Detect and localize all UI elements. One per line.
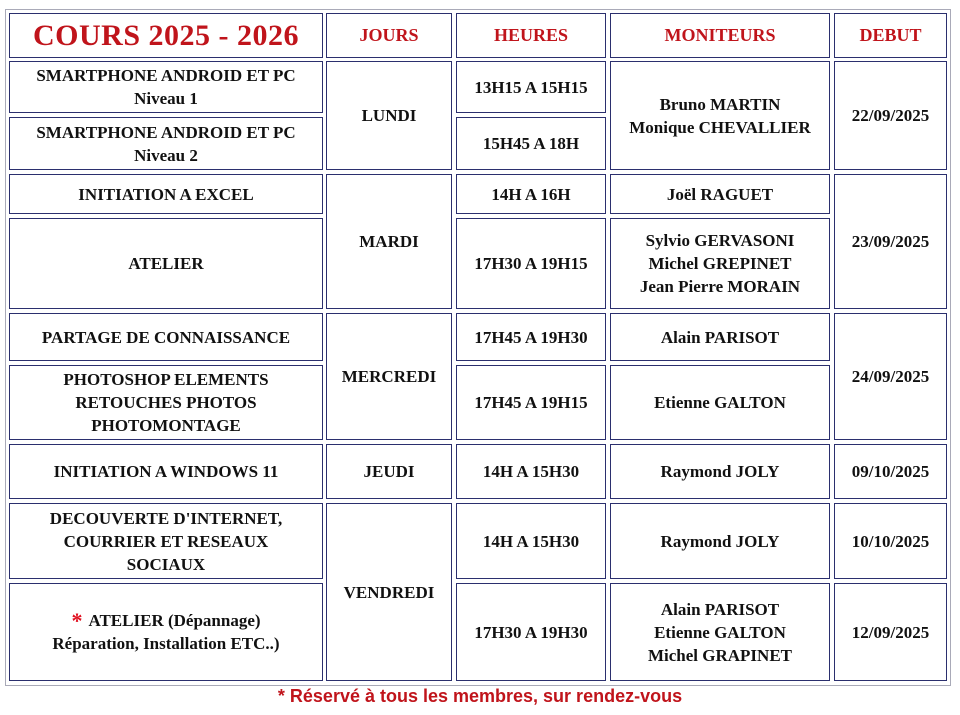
monitors-windows: Raymond JOLY (610, 444, 830, 499)
start-depannage: 12/09/2025 (834, 583, 947, 681)
page-title: COURS 2025 - 2026 (9, 13, 323, 58)
course-smartphone-niveau-2: SMARTPHONE ANDROID ET PC Niveau 2 (9, 117, 323, 170)
monitors-lundi: Bruno MARTIN Monique CHEVALLIER (610, 61, 830, 170)
hours-atelier: 17H30 A 19H15 (456, 218, 606, 309)
monitors-excel: Joël RAGUET (610, 174, 830, 214)
monitors-decouverte: Raymond JOLY (610, 503, 830, 579)
course-partage-connaissance: PARTAGE DE CONNAISSANCE (9, 313, 323, 361)
day-vendredi: VENDREDI (326, 503, 452, 681)
hours-lundi-1: 13H15 A 15H15 (456, 61, 606, 113)
day-mercredi: MERCREDI (326, 313, 452, 440)
header-jours: JOURS (326, 13, 452, 58)
start-jeudi: 09/10/2025 (834, 444, 947, 499)
day-mardi: MARDI (326, 174, 452, 309)
monitors-atelier: Sylvio GERVASONI Michel GREPINET Jean Pierre MORAIN (610, 218, 830, 309)
course-decouverte-internet: DECOUVERTE D'INTERNET, COURRIER ET RESEAUX SOCIAUX (9, 503, 323, 579)
header-moniteurs: MONITEURS (610, 13, 830, 58)
course-initiation-windows: INITIATION A WINDOWS 11 (9, 444, 323, 499)
course-smartphone-niveau-1: SMARTPHONE ANDROID ET PC Niveau 1 (9, 61, 323, 113)
hours-photoshop: 17H45 A 19H15 (456, 365, 606, 440)
hours-excel: 14H A 16H (456, 174, 606, 214)
course-atelier: ATELIER (9, 218, 323, 309)
atelier-depannage-line2: Réparation, Installation ETC..) (52, 634, 280, 653)
hours-partage: 17H45 A 19H30 (456, 313, 606, 361)
hours-lundi-2: 15H45 A 18H (456, 117, 606, 170)
start-mercredi: 24/09/2025 (834, 313, 947, 440)
monitors-photoshop: Etienne GALTON (610, 365, 830, 440)
day-lundi: LUNDI (326, 61, 452, 170)
day-jeudi: JEUDI (326, 444, 452, 499)
monitors-partage: Alain PARISOT (610, 313, 830, 361)
course-photoshop: PHOTOSHOP ELEMENTS RETOUCHES PHOTOS PHOTOMONTAGE (9, 365, 323, 440)
course-atelier-depannage (9, 583, 323, 681)
footer-note: * Réservé à tous les membres, sur rendez-vous (277, 686, 683, 706)
header-heures: HEURES (456, 13, 606, 58)
asterisk-mark: * (71, 608, 83, 633)
hours-depannage: 17H30 A 19H30 (456, 583, 606, 681)
start-mardi: 23/09/2025 (834, 174, 947, 309)
hours-decouverte: 14H A 15H30 (456, 503, 606, 579)
atelier-depannage-line1 (71, 609, 260, 632)
course-initiation-excel: INITIATION A EXCEL (9, 174, 323, 214)
header-debut: DEBUT (834, 13, 947, 58)
monitors-depannage: Alain PARISOT Etienne GALTON Michel GRAPINET (610, 583, 830, 681)
atelier-depannage-title: ATELIER (Dépannage) (88, 611, 261, 630)
start-decouverte: 10/10/2025 (834, 503, 947, 579)
hours-windows: 14H A 15H30 (456, 444, 606, 499)
start-lundi: 22/09/2025 (834, 61, 947, 170)
